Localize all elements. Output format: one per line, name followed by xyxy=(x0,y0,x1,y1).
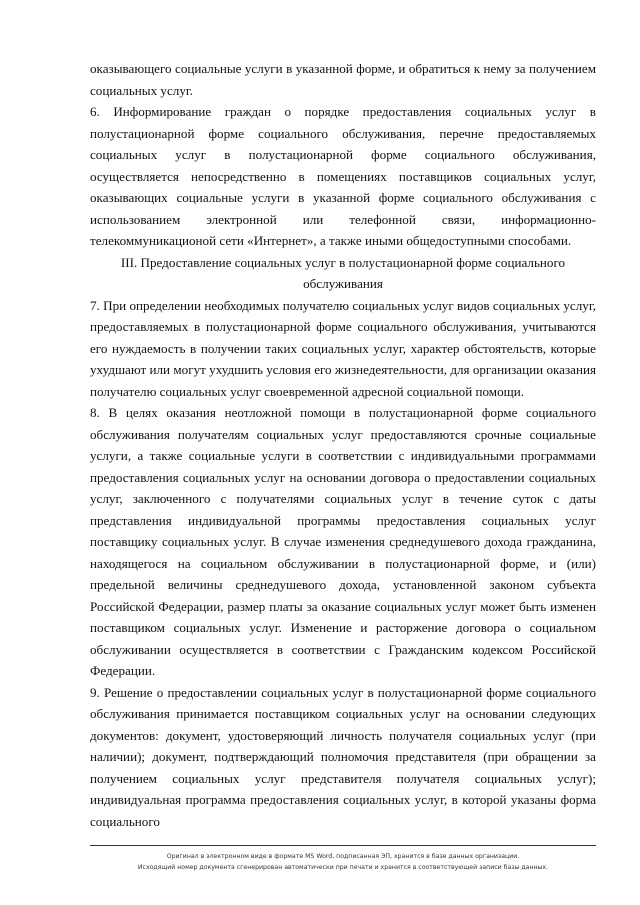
paragraph-item-6: 6. Информирование граждан о порядке предоставления социальных услуг в полустационарной форме социального обслуживания, перечне предоставляемых социальных услуг в полустационарной форме социального обслуживания, осуществляется непосредственно в помещениях поставщиков социальных услуг, оказывающих социальные услуги в указанной форме социального обслуживания с использованием электронной или телефонной связи, информационно- телекоммуникационой сети «Интернет», а также иными общедоступными способами. xyxy=(90,104,596,248)
paragraph-continuation: оказывающего социальные услуги в указанной форме, и обратиться к нему за получением социальных услуг. xyxy=(90,61,596,98)
document-body xyxy=(90,58,596,832)
paragraph-item-8: 8. В целях оказания неотложной помощи в полустационарной форме социального обслуживания получателям социальных услуг предоставляются срочные социальные услуги, а также социальные услуги в соответствии с индивидуальными программами предоставления социальных услуг на основании договора о предоставлении социальных услуг, заключенного с получателями социальных услуг в течение суток с даты представления индивидуальной программы предоставления социальных услуг поставщику социальных услуг. В случае изменения среднедушевого дохода гражданина, находящегося на социальном обслуживании в полустационарной форме, и (или) предельной величины среднедушевого дохода, установленной законом субъекта Российской Федерации, размер платы за оказание социальных услуг может быть изменен поставщиком социальных услуг. Изменение и расторжение договора о социальном обслуживании осуществляется в соответствии с Гражданским кодексом Российской Федерации. xyxy=(90,405,596,678)
paragraph-item-7: 7. При определении необходимых получателю социальных услуг видов социальных услуг, предоставляемых в полустационарной форме социального обслуживания, учитываются его нуждаемость в получении таких социальных услуг, характер обстоятельств, которые ухудшают или могут ухудшить условия его жизнедеятельности, для организации оказания получателю социальных услуг своевременной адресной социальной помощи. xyxy=(90,297,596,399)
paragraph-item-9: 9. Решение о предоставлении социальных услуг в полустационарной форме социального обслуживания принимается поставщиком социальных услуг на основании следующих документов: документ, удостоверяющий личность получателя социальных услуг (при наличии); документ, подтверждающий полномочия представителя (при обращении за получением социальных услуг представителя получателя социальных услуг); индивидуальная программа предоставления социальных услуг, в которой указаны форма социального xyxy=(90,684,596,829)
footer-note-original: Оригинал в электронном виде в формате MS Word, подписанная ЭП, хранится в базе данных организации. xyxy=(166,853,520,860)
footer-note-number: Исходящий номер документа сгенерирован автоматически при печати и хранится в соответствующей записи базы данных. xyxy=(137,864,549,871)
page-footer xyxy=(86,851,600,873)
footer-divider xyxy=(90,845,596,846)
section-heading-iii: III. Предоставление социальных услуг в полустационарной форме социального обслуживания xyxy=(120,254,566,291)
